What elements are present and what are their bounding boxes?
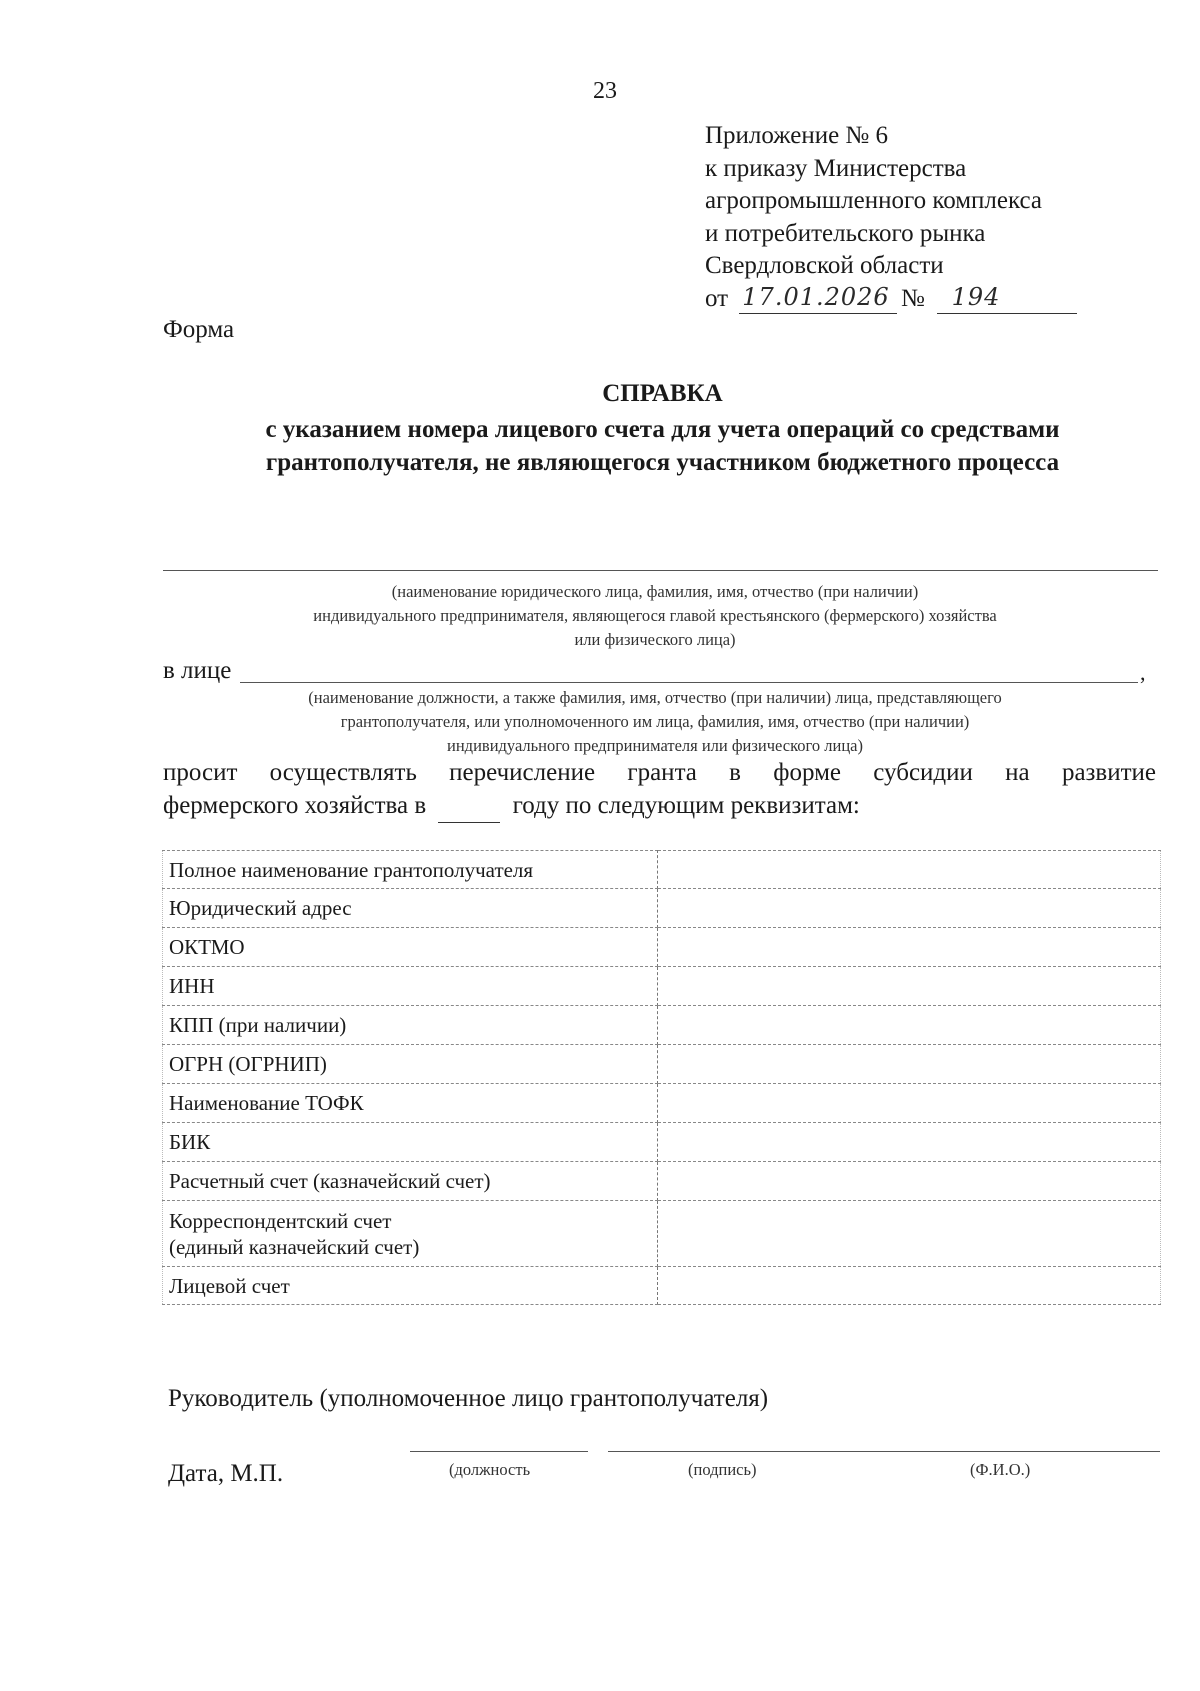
table-row xyxy=(163,1162,1161,1201)
row-label: ОКТМО xyxy=(163,928,658,967)
row-value xyxy=(658,967,1161,1006)
row-value xyxy=(658,928,1161,967)
row-label: Полное наименование грантополучателя xyxy=(163,851,658,889)
signature-name-line xyxy=(608,1451,1160,1452)
entity-caption: (наименование юридического лица, фамилия, имя, отчество (при наличии) индивидуального предпринимателя, являющегося главой крестьянского (фермерского) хозяйства или физического лица) xyxy=(313,582,997,649)
row-label: Лицевой счет xyxy=(163,1267,658,1305)
page-number: 23 xyxy=(593,78,617,104)
row-label: Наименование ТОФК xyxy=(163,1084,658,1123)
order-reference xyxy=(705,283,1042,315)
requisites-table xyxy=(162,850,1161,1305)
form-label: Форма xyxy=(163,316,235,343)
appendix-line: агропромышленного комплекса xyxy=(705,187,1043,214)
appendix-line: Свердловской области xyxy=(705,252,944,279)
number-underline xyxy=(937,313,1077,314)
document-subtitle: грантополучателя, не являющегося участником бюджетного процесса xyxy=(265,449,1060,476)
row-label: КПП (при наличии) xyxy=(163,1006,658,1045)
table-row xyxy=(163,851,1161,889)
date-prefix: от xyxy=(705,284,729,312)
represented-by-label: в лице xyxy=(163,657,232,684)
row-label: ОГРН (ОГРНИП) xyxy=(163,1045,658,1084)
table-row xyxy=(163,928,1161,967)
row-label: БИК xyxy=(163,1123,658,1162)
row-value xyxy=(658,851,1161,889)
appendix-title: Приложение № 6 xyxy=(705,122,889,149)
document-subtitle: с указанием номера лицевого счета для учета операций со средствами xyxy=(265,416,1060,443)
trailing-comma: , xyxy=(1140,660,1146,685)
table-row xyxy=(163,1084,1161,1123)
appendix-block xyxy=(705,120,1042,315)
appendix-line: и потребительского рынка xyxy=(705,219,986,247)
signature-heading: Руководитель (уполномоченное лицо грантополучателя) xyxy=(168,1385,769,1412)
row-label: Корреспондентский счет (единый казначейский счет) xyxy=(163,1201,658,1267)
table-row xyxy=(163,1006,1161,1045)
row-label: ИНН xyxy=(163,967,658,1006)
handwritten-number: 194 xyxy=(951,282,1001,311)
representative-line xyxy=(240,682,1138,683)
number-prefix: № xyxy=(901,284,925,312)
row-value xyxy=(658,1162,1161,1201)
name-caption: (Ф.И.О.) xyxy=(970,1460,1031,1479)
table-row xyxy=(163,967,1161,1006)
row-label: Юридический адрес xyxy=(163,889,658,928)
table-row xyxy=(163,889,1161,928)
position-line xyxy=(410,1451,588,1452)
table-row xyxy=(163,1045,1161,1084)
row-value xyxy=(658,1006,1161,1045)
year-blank xyxy=(438,789,500,823)
document-title: СПРАВКА xyxy=(602,380,723,407)
request-text-line2: фермерского хозяйства в году по следующим реквизитам: xyxy=(163,789,860,823)
row-value xyxy=(658,889,1161,928)
representative-caption: (наименование должности, а также фамилия, имя, отчество (при наличии) лица, представляющего грантополучателя, или уполномоченного им лица, фамилия, имя, отчество (при наличии) индивидуального предпринимателя или физического лица) xyxy=(308,688,1002,755)
row-value xyxy=(658,1201,1161,1267)
row-value xyxy=(658,1123,1161,1162)
handwritten-date: 17.01.2026 xyxy=(742,282,890,311)
entity-name-line xyxy=(163,570,1158,571)
position-caption: (должность xyxy=(449,1460,531,1479)
row-label: Расчетный счет (казначейский счет) xyxy=(163,1162,658,1201)
table-row xyxy=(163,1267,1161,1305)
row-value xyxy=(658,1045,1161,1084)
row-value xyxy=(658,1267,1161,1305)
date-underline xyxy=(739,313,897,314)
table-row xyxy=(163,1201,1161,1267)
table-row xyxy=(163,1123,1161,1162)
appendix-line: к приказу Министерства xyxy=(705,154,967,182)
date-seal-label: Дата, М.П. xyxy=(168,1460,284,1487)
signature-caption: (подпись) xyxy=(688,1460,757,1479)
row-value xyxy=(658,1084,1161,1123)
request-text: просит осуществлять перечисление гранта в форме субсидии на развитие xyxy=(163,759,1156,786)
